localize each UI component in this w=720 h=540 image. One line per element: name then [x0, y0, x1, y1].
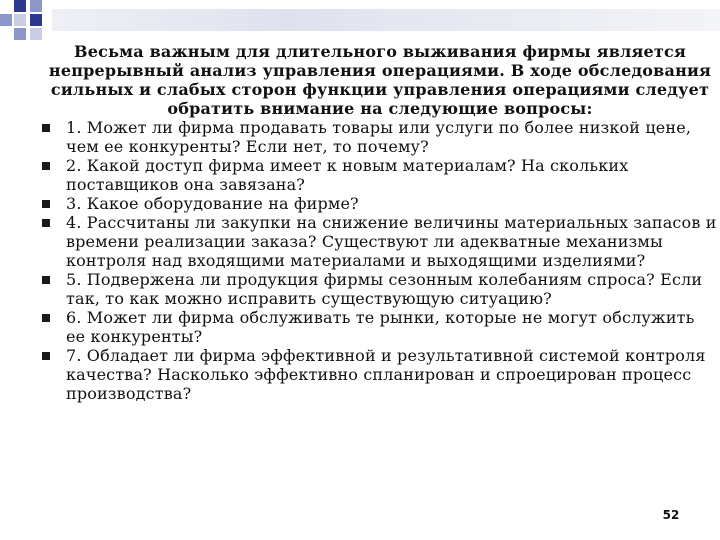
square-bullet-icon	[42, 162, 50, 170]
decor-square	[14, 0, 26, 12]
list-item	[42, 194, 718, 213]
question-text: 2. Какой доступ фирма имеет к новым материалам? На скольких поставщиков она завязана?	[66, 156, 629, 194]
list-item	[42, 213, 718, 270]
decor-square	[14, 28, 26, 40]
question-text: 1. Может ли фирма продавать товары или услуги по более низкой цене, чем ее конкуренты? Если нет, то почему?	[66, 118, 692, 156]
list-item	[42, 118, 718, 156]
list-item	[42, 308, 718, 346]
question-text: 6. Может ли фирма обслуживать те рынки, которые не могут обслужить ее конкуренты?	[66, 308, 695, 346]
slide-heading: Весьма важным для длительного выживания фирмы является непрерывный анализ управления операциями. В ходе обследования сильных и слабых сторон функции управления операциями следует обратить внимание на следующие вопросы:	[48, 42, 712, 118]
question-text: 4. Рассчитаны ли закупки на снижение величины материальных запасов и времени реализации заказа? Существуют ли адекватные механизмы контроля над входящими материалами и выходящими изделиями?	[66, 213, 717, 270]
decor-square	[30, 28, 42, 40]
square-bullet-icon	[42, 352, 50, 360]
question-text: 5. Подвержена ли продукция фирмы сезонным колебаниям спроса? Если так, то как можно исправить существующую ситуацию?	[66, 270, 703, 308]
list-item	[42, 270, 718, 308]
question-text: 7. Обладает ли фирма эффективной и результативной системой контроля качества? Насколько эффективно спланирован и спроецирован процесс производства?	[66, 346, 706, 403]
list-item	[42, 156, 718, 194]
square-bullet-icon	[42, 124, 50, 132]
page-number: 52	[662, 508, 680, 522]
decor-square	[30, 14, 42, 26]
question-list	[42, 118, 718, 403]
header-bar	[52, 9, 720, 31]
square-bullet-icon	[42, 314, 50, 322]
square-bullet-icon	[42, 200, 50, 208]
decor-square	[14, 14, 26, 26]
list-item	[42, 346, 718, 403]
decor-square	[30, 0, 42, 12]
square-bullet-icon	[42, 219, 50, 227]
square-bullet-icon	[42, 276, 50, 284]
slide-content	[42, 42, 718, 403]
question-text: 3. Какое оборудование на фирме?	[66, 194, 359, 213]
decor-square	[0, 14, 12, 26]
